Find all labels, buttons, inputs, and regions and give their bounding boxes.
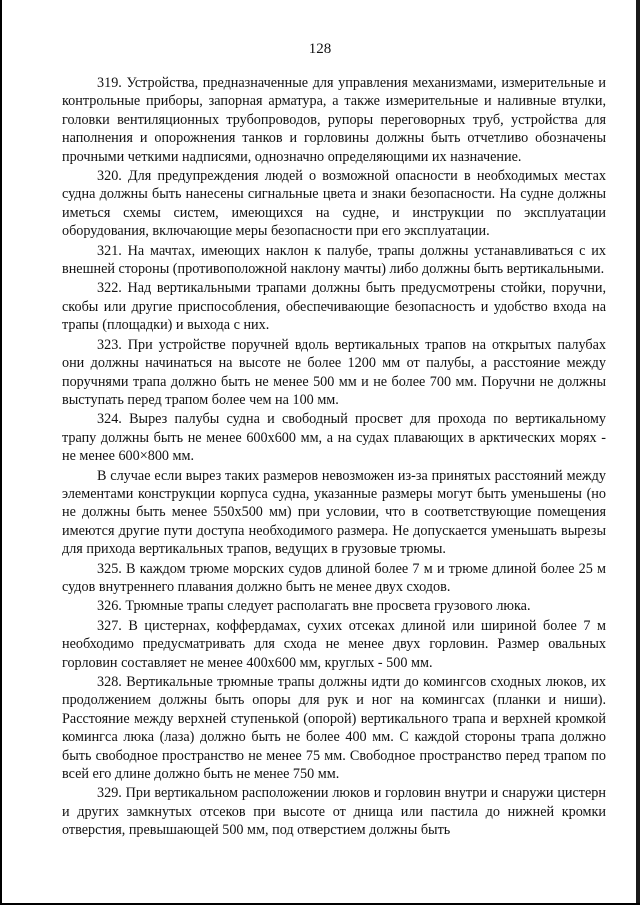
paragraph-328: 328. Вертикальные трюмные трапы должны идти до комингсов сходных люков, их продолжением должны быть опоры для рук и ног на комингсах (планки и ниши). Расстояние между верхней ступенькой (опорой) вертикального трапа и верхней кромкой комингса люка (лаза) должно быть не более 400 мм. С каждой стороны трапа должно быть свободное пространство не менее 75 мм. Свободное пространство перед трапом по всей его длине должно быть не менее 750 мм.: [62, 674, 606, 783]
paragraph-321: 321. На мачтах, имеющих наклон к палубе, трапы должны устанавливаться с их внешней стороны (противоположной наклону мачты) либо должны быть вертикальными.: [62, 242, 606, 278]
paragraph-326: 326. Трюмные трапы следует располагать вне просвета грузового люка.: [97, 598, 531, 615]
document-body: [62, 74, 606, 841]
paragraph-327: 327. В цистернах, коффердамах, сухих отсеках длиной или шириной более 7 м необходимо предусматривать для схода не менее двух горловин. Размер овальных горловин составляет не менее 400x600 мм, круглых - 500 мм.: [62, 617, 606, 671]
paragraph-324-continued: В случае если вырез таких размеров невозможен из-за принятых расстояний между элементами конструкции корпуса судна, указанные размеры могут быть уменьшены (но не должны быть менее 550x500 мм) при условии, что в соответствующие помещения имеются другие пути доступа необходимого размера. Не допускается уменьшать вырезы для прихода вертикальных трапов, ведущих в грузовые трюмы.: [62, 467, 606, 558]
paragraph-329: 329. При вертикальном расположении люков и горловин внутри и снаружи цистерн и других замкнутых отсеков при высоте от днища или пастила до нижней кромки отверстия, превышающей 500 мм, под отверстием должны быть: [62, 785, 606, 839]
paragraph-324: 324. Вырез палубы судна и свободный просвет для прохода по вертикальному трапу должны быть не менее 600x600 мм, а на судах плавающих в арктических морях - не менее 600×800 мм.: [62, 411, 606, 465]
scan-edge-right: [636, 0, 640, 905]
paragraph-325: 325. В каждом трюме морских судов длиной более 7 м и трюме длиной более 25 м судов внутреннего плавания должно быть не менее двух сходов.: [62, 560, 606, 595]
paragraph-323: 323. При устройстве поручней вдоль вертикальных трапов на открытых палубах они должны начинаться на высоте не более 1200 мм от палубы, а расстояние между поручнями трапа должно быть не менее 500 мм и не более 700 мм. Поручни не должны выступать перед трапом более чем на 100 мм.: [62, 336, 606, 408]
page-number: 128: [308, 41, 332, 57]
paragraph-322: 322. Над вертикальными трапами должны быть предусмотрены стойки, поручни, скобы или другие приспособления, обеспечивающие безопасность и удобство входа на трапы (площадки) и выхода с них.: [62, 280, 606, 334]
scan-edge-left: [0, 0, 2, 905]
paragraph-319: 319. Устройства, предназначенные для управления механизмами, измерительные и контрольные приборы, запорная арматура, а также измерительные и наливные втулки, головки вентиляционных трубопроводов, рупоры переговорных труб, устройства для наполнения и опорожнения танков и горловины должны быть отчетливо обозначены прочными четкими надписями, однозначно определяющими их назначение.: [62, 75, 606, 165]
paragraph-320: 320. Для предупреждения людей о возможной опасности в необходимых местах судна должны быть нанесены сигнальные цвета и знаки безопасности. На судне должны иметься схемы систем, имеющихся на судне, и инструкции по эксплуатации оборудования, включающие меры безопасности при его эксплуатации.: [62, 168, 606, 240]
